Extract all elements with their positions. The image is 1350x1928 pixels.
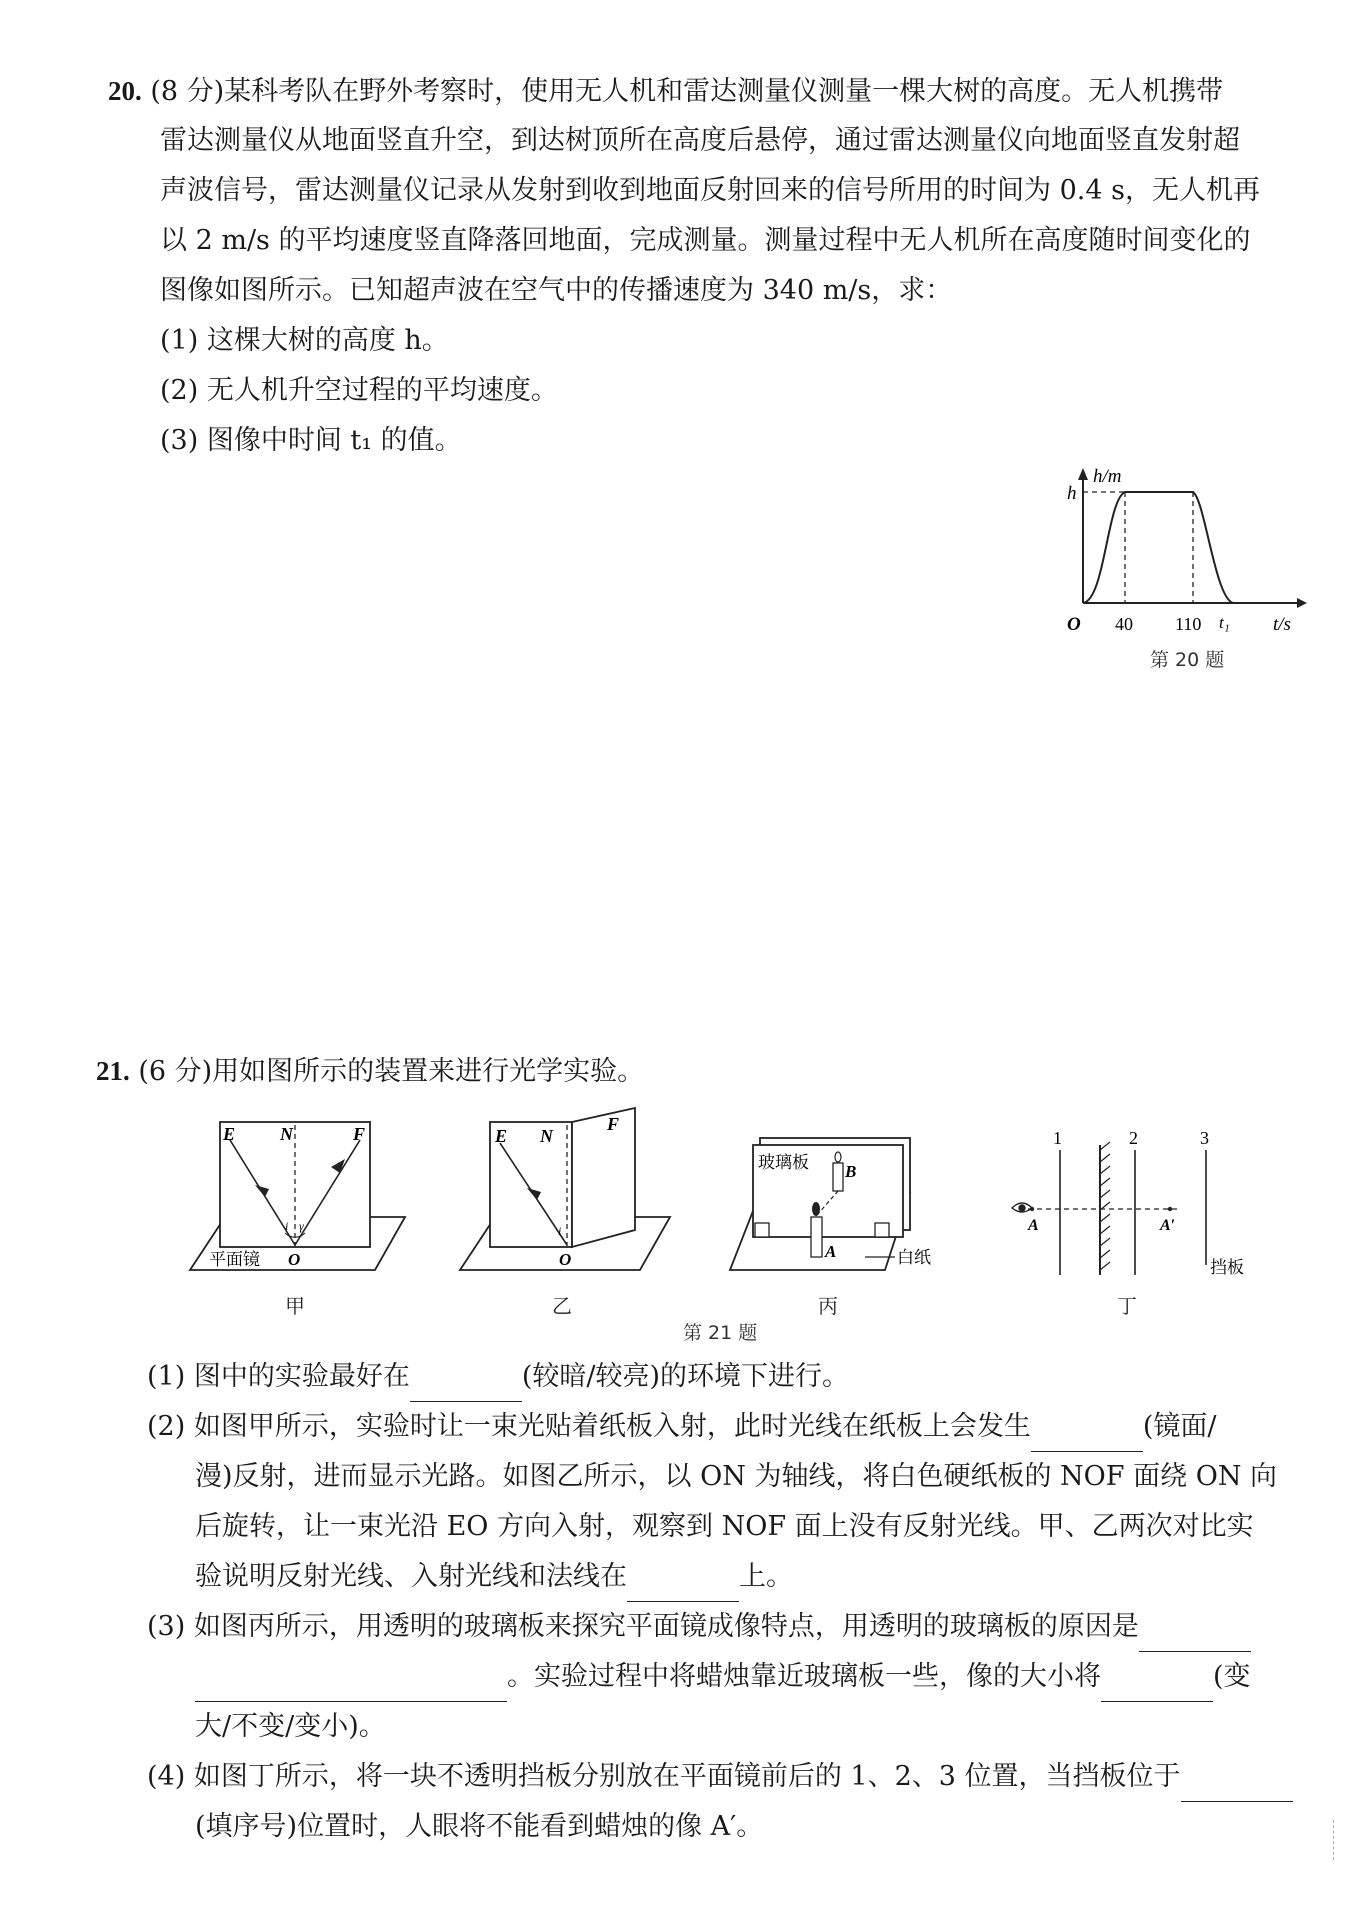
- label-pos1: 1: [1053, 1128, 1062, 1148]
- candle-B: [833, 1163, 843, 1191]
- margin-rule: [1333, 1820, 1334, 1860]
- label-mirror: 平面镜: [209, 1250, 260, 1269]
- q20-number: 20.: [108, 76, 142, 106]
- q21-item-3-line-2: [195, 1652, 1251, 1702]
- answer-blank-2[interactable]: [1031, 1415, 1143, 1452]
- h-tick-label: h: [1067, 483, 1077, 504]
- figure-ding-label: 丁: [1117, 1294, 1137, 1318]
- q21-item-3-a: (3) 如图丙所示，用透明的玻璃板来探究平面镜成像特点，用透明的玻璃板的原因是: [147, 1611, 1139, 1642]
- q21-item-3-line-3: 大/不变/变小)。: [195, 1711, 386, 1742]
- q20-height-time-graph: [1055, 460, 1315, 640]
- q21-item-2-a: (2) 如图甲所示，实验时让一束光贴着纸板入射，此时光线在纸板上会发生: [147, 1411, 1031, 1442]
- q20-line-4: 以 2 m/s 的平均速度竖直降落回地面，完成测量。测量过程中无人机所在高度随时间变化的: [160, 225, 1251, 256]
- q21-item-2-f: 上。: [739, 1561, 793, 1592]
- mirror-hatching: [1100, 1142, 1110, 1270]
- label-i: i: [558, 1224, 562, 1238]
- q21-item-2-line-3: 后旋转，让一束光沿 EO 方向入射，观察到 NOF 面上没有反射光线。甲、乙两次对比实: [195, 1511, 1254, 1542]
- candle-A-flame: [812, 1202, 820, 1216]
- point-A: [1030, 1207, 1034, 1211]
- label-N: N: [280, 1124, 293, 1144]
- q21-item-3-line-1: [147, 1602, 1251, 1652]
- label-E: E: [495, 1126, 508, 1146]
- figure-bing: [725, 1105, 975, 1280]
- q20-line-3: 声波信号，雷达测量仪记录从发射到收到地面反射回来的信号所用的时间为 0.4 s，无人机再: [160, 175, 1260, 206]
- q21-item-3-c: (变: [1213, 1661, 1251, 1692]
- glass-stand-right: [875, 1223, 889, 1237]
- q21-item-1-b: (较暗/较亮)的环境下进行。: [521, 1361, 849, 1392]
- label-O: O: [559, 1250, 572, 1269]
- height-curve: [1083, 492, 1233, 603]
- figure-yi-label: 乙: [552, 1294, 572, 1318]
- eye-icon: [1012, 1203, 1032, 1212]
- q20-sub-1: (1) 这棵大树的高度 h。: [160, 325, 449, 356]
- q21-item-2-line-1: [147, 1402, 1216, 1452]
- label-A: A: [825, 1242, 837, 1261]
- label-O: O: [288, 1250, 301, 1269]
- label-A-image: A′: [1160, 1217, 1176, 1234]
- q20-sub-3: (3) 图像中时间 t₁ 的值。: [160, 425, 462, 456]
- label-B: B: [845, 1162, 857, 1181]
- label-i: i: [285, 1219, 289, 1233]
- x-axis-arrow: [1297, 598, 1307, 608]
- answer-blank-4a[interactable]: [1139, 1615, 1251, 1652]
- figure-yi: [455, 1105, 685, 1280]
- answer-blank-1[interactable]: [410, 1365, 522, 1402]
- q21-line-1: [96, 1046, 644, 1097]
- label-pos2: 2: [1129, 1128, 1138, 1148]
- label-A: A: [1028, 1217, 1039, 1234]
- x-tick-40: 40: [1115, 614, 1133, 634]
- q20-line-2: 雷达测量仪从地面竖直升空，到达树顶所在高度后悬停，通过雷达测量仪向地面竖直发射超: [160, 125, 1240, 156]
- label-board: 挡板: [1210, 1258, 1244, 1277]
- q20-figure-caption: 第 20 题: [1150, 649, 1225, 671]
- q21-item-4-a: (4) 如图丁所示，将一块不透明挡板分别放在平面镜前后的 1、2、3 位置，当挡板位于: [147, 1761, 1181, 1792]
- x-tick-110: 110: [1175, 614, 1202, 634]
- answer-blank-5[interactable]: [1101, 1665, 1213, 1702]
- q21-number: 21.: [96, 1056, 130, 1086]
- label-E: E: [223, 1124, 236, 1144]
- figure-jia: [185, 1105, 415, 1280]
- label-paper: 白纸: [897, 1248, 931, 1267]
- q20-text-1: (8 分)某科考队在野外考察时，使用无人机和雷达测量仪测量一棵大树的高度。无人机携带: [150, 76, 1224, 107]
- y-axis-arrow: [1078, 468, 1088, 480]
- glass-stand-left: [755, 1223, 769, 1237]
- label-F: F: [607, 1114, 620, 1134]
- candle-A: [811, 1217, 822, 1257]
- q21-item-4-line-1: [147, 1752, 1293, 1802]
- x-tick-t1: t₁: [1219, 613, 1230, 632]
- q20-line-5: 图像如图所示。已知超声波在空气中的传播速度为 340 m/s，求：: [160, 275, 953, 306]
- q21-item-1-a: (1) 图中的实验最好在: [147, 1361, 410, 1392]
- q21-item-1: [147, 1352, 849, 1402]
- figure-bing-label: 丙: [818, 1294, 838, 1318]
- q21-item-4-line-2: (填序号)位置时，人眼将不能看到蜡烛的像 A′。: [195, 1811, 764, 1842]
- q20-line-1: [108, 66, 1223, 117]
- q21-item-2-line-2: 漫)反射，进而显示光路。如图乙所示，以 ON 为轴线，将白色硬纸板的 NOF 面绕 ON 向: [195, 1461, 1278, 1492]
- q21-item-2-line-4: [195, 1552, 793, 1602]
- origin-label: O: [1067, 614, 1081, 635]
- figure-jia-label: 甲: [285, 1294, 305, 1318]
- q20-sub-2: (2) 无人机升空过程的平均速度。: [160, 375, 558, 406]
- q21-item-2-b: (镜面/: [1142, 1411, 1217, 1442]
- answer-blank-3[interactable]: [627, 1565, 739, 1602]
- q21-figure-caption: 第 21 题: [683, 1322, 758, 1344]
- point-A-image: [1168, 1207, 1172, 1211]
- label-pos3: 3: [1200, 1128, 1209, 1148]
- board-right-rotated: [572, 1108, 635, 1247]
- q21-intro: (6 分)用如图所示的装置来进行光学实验。: [138, 1056, 645, 1087]
- y-axis-label: h/m: [1093, 466, 1122, 487]
- label-glass: 玻璃板: [758, 1153, 809, 1172]
- x-axis-label: t/s: [1273, 614, 1291, 635]
- label-F: F: [353, 1124, 366, 1144]
- answer-blank-6[interactable]: [1181, 1765, 1293, 1802]
- figure-ding: [1000, 1120, 1270, 1280]
- label-N: N: [540, 1126, 553, 1146]
- q21-item-3-b: 。实验过程中将蜡烛靠近玻璃板一些，像的大小将: [507, 1661, 1101, 1692]
- q21-item-2-e: 验说明反射光线、入射光线和法线在: [195, 1561, 627, 1592]
- label-r: γ: [299, 1219, 304, 1233]
- answer-blank-4b[interactable]: [195, 1665, 507, 1702]
